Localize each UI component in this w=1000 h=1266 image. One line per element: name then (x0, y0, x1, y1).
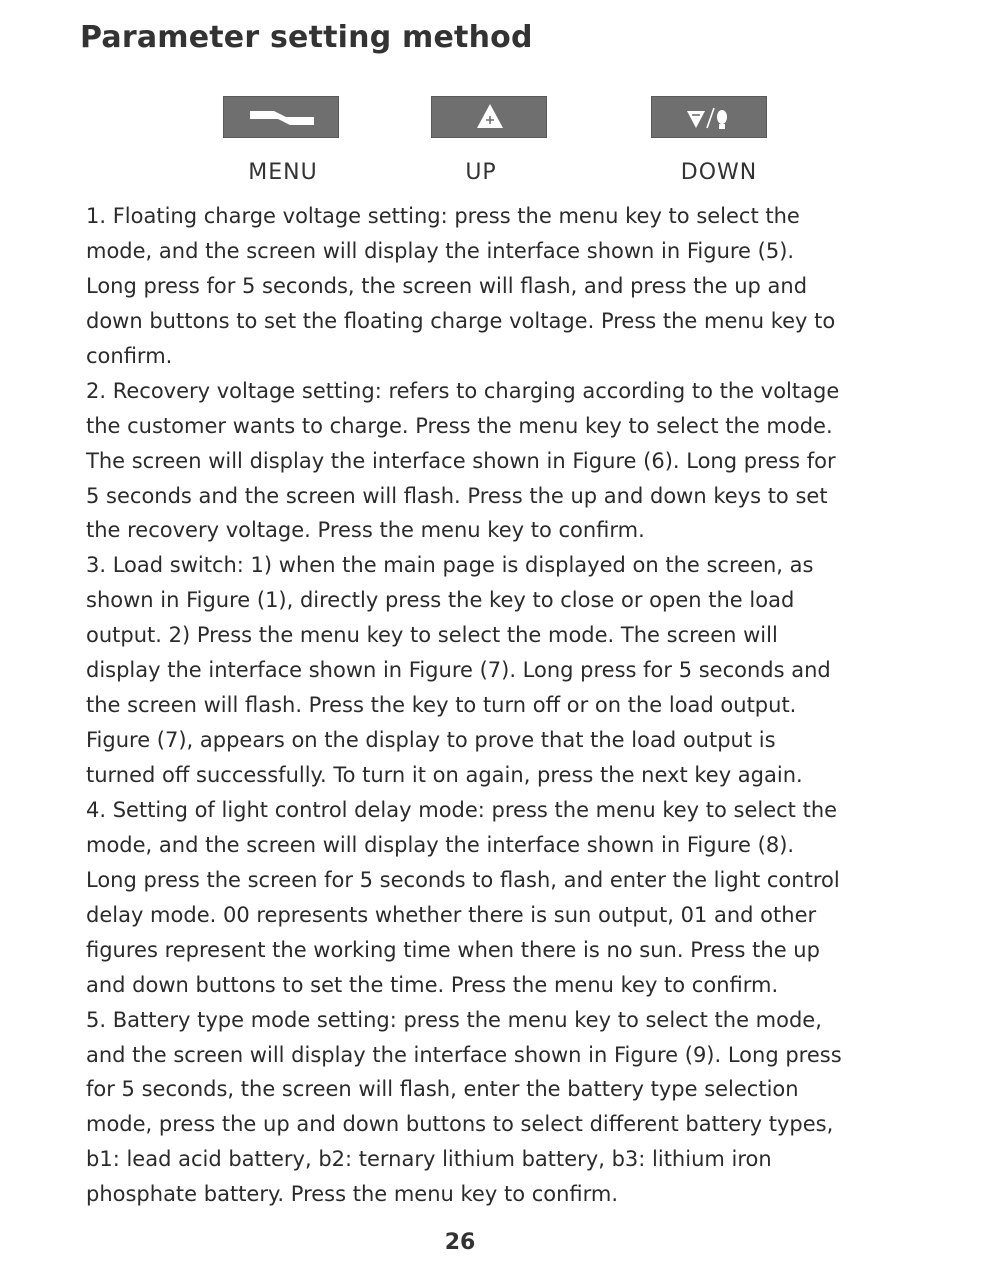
text-line: confirm. (86, 343, 173, 368)
menu-key-label: MENU (248, 160, 318, 185)
text-line: The screen will display the interface shown in Figure (6). Long press for (86, 448, 836, 473)
menu-key-icon (224, 97, 340, 139)
text-line: down buttons to set the floating charge voltage. Press the menu key to (86, 308, 836, 333)
up-key (431, 96, 547, 138)
up-triangle-plus-icon (432, 97, 548, 139)
down-key-label: DOWN (680, 160, 758, 185)
up-key-label: UP (465, 160, 497, 185)
text-line: shown in Figure (1), directly press the key to close or open the load (86, 588, 795, 613)
text-line: for 5 seconds, the screen will flash, enter the battery type selection (86, 1077, 799, 1102)
text-line: the customer wants to charge. Press the menu key to select the mode. (86, 413, 833, 438)
page-number: 26 (444, 1230, 476, 1255)
instructions-text (86, 199, 916, 1212)
text-line: and the screen will display the interface shown in Figure (9). Long press (86, 1042, 842, 1067)
text-line: 4. Setting of light control delay mode: press the menu key to select the (86, 797, 838, 822)
text-line: output. 2) Press the menu key to select the mode. The screen will (86, 623, 778, 648)
text-line: 5 seconds and the screen will flash. Press the up and down keys to set (86, 483, 828, 508)
text-line: phosphate battery. Press the menu key to confirm. (86, 1182, 619, 1207)
text-line: 2. Recovery voltage setting: refers to charging according to the voltage (86, 378, 840, 403)
text-line: Long press the screen for 5 seconds to flash, and enter the light control (86, 867, 840, 892)
text-line: 1. Floating charge voltage setting: press the menu key to select the (86, 204, 800, 228)
text-line: mode, press the up and down buttons to select different battery types, (86, 1112, 834, 1137)
page-title: Parameter setting method (80, 20, 533, 55)
menu-key (223, 96, 339, 138)
text-line: mode, and the screen will display the interface shown in Figure (8). (86, 832, 795, 857)
text-line: mode, and the screen will display the interface shown in Figure (5). (86, 238, 795, 263)
down-key (651, 96, 767, 138)
text-line: 5. Battery type mode setting: press the menu key to select the mode, (86, 1007, 822, 1032)
text-line: Long press for 5 seconds, the screen will flash, and press the up and (86, 273, 808, 298)
text-line: the recovery voltage. Press the menu key to confirm. (86, 518, 645, 543)
text-line: 3. Load switch: 1) when the main page is displayed on the screen, as (86, 553, 814, 578)
text-line: the screen will flash. Press the key to turn off or on the load output. (86, 693, 797, 718)
text-line: and down buttons to set the time. Press the menu key to confirm. (86, 972, 779, 997)
text-line: display the interface shown in Figure (7). Long press for 5 seconds and (86, 658, 831, 683)
text-line: turned off successfully. To turn it on again, press the next key again. (86, 763, 803, 787)
text-line: delay mode. 00 represents whether there is sun output, 01 and other (86, 902, 817, 927)
text-line: figures represent the working time when there is no sun. Press the up (86, 937, 820, 962)
text-line: b1: lead acid battery, b2: ternary lithium battery, b3: lithium iron (86, 1147, 772, 1172)
down-triangle-bulb-icon (652, 97, 768, 139)
text-line: Figure (7), appears on the display to prove that the load output is (86, 728, 776, 753)
